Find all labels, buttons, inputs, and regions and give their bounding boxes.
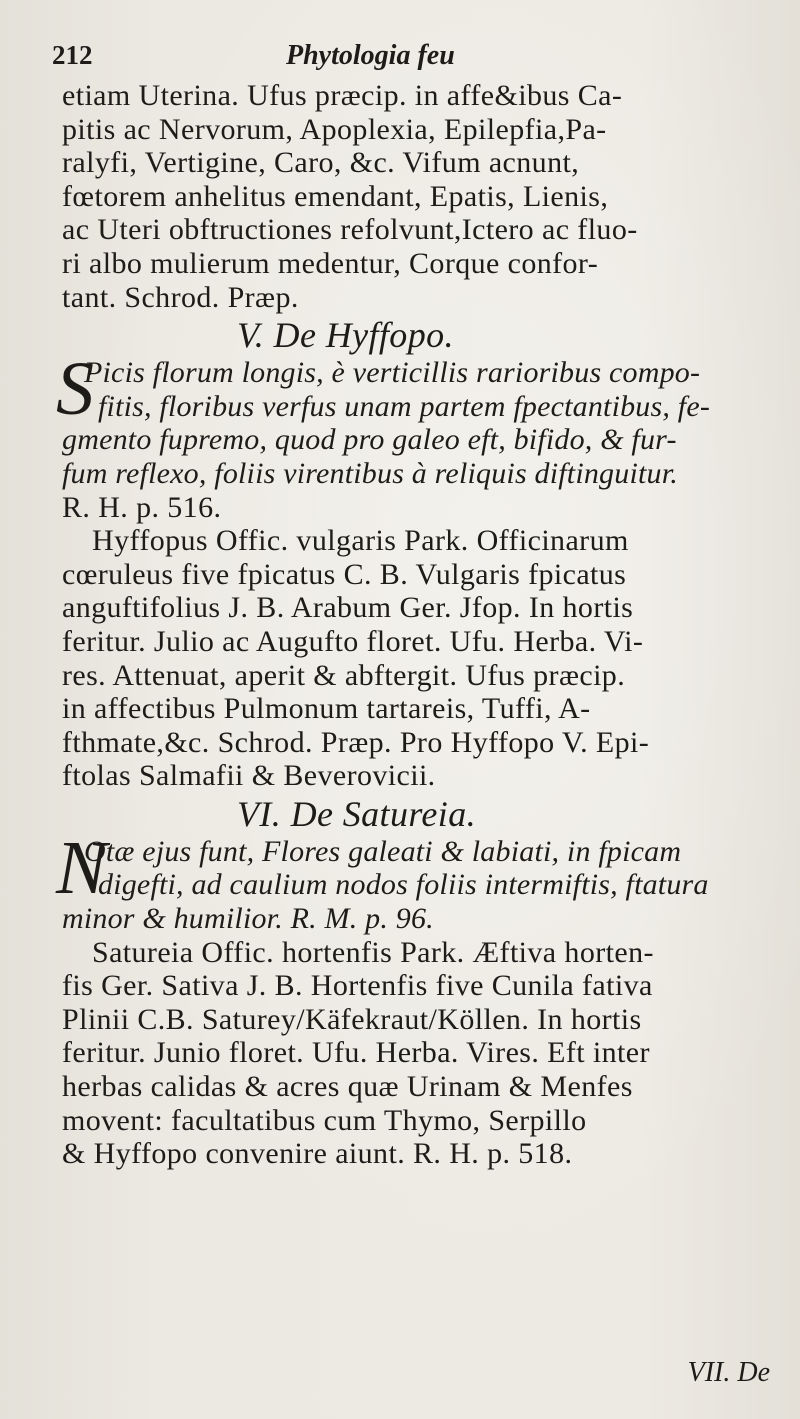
text-line: Picis florum longis, è verticillis rarioribus compo- — [84, 356, 701, 390]
text-line: ri albo mulierum medentur, Corque confor- — [62, 246, 599, 280]
text-line: fthmate,&c. Schrod. Præp. Pro Hyffopo V. Epi- — [62, 725, 650, 759]
drop-cap: N — [56, 825, 107, 910]
catchword: VII. De — [687, 1357, 770, 1388]
text-line: feritur. Julio ac Augufto floret. Ufu. Herba. Vi- — [62, 624, 644, 658]
text-line: R. H. p. 516. — [62, 490, 222, 524]
section-heading-hyssop: V. De Hyffopo. — [237, 315, 454, 356]
text-line: gmento fupremo, quod pro galeo eft, bifido, & fur- — [62, 423, 677, 457]
text-line: Plinii C.B. Saturey/Käfekraut/Köllen. In hortis — [62, 1002, 642, 1036]
text-line: herbas calidas & acres quæ Urinam & Menfes — [62, 1070, 633, 1104]
text-line: Hyffopus Offic. vulgaris Park. Officinarum — [92, 524, 629, 558]
text-line: feritur. Junio floret. Ufu. Herba. Vires. Eft inter — [62, 1036, 650, 1070]
text-line: ftolas Salmafii & Beverovicii. — [62, 759, 436, 793]
text-line: in affectibus Pulmonum tartareis, Tuffi, A- — [62, 692, 591, 726]
page-number: 212 — [52, 40, 93, 70]
drop-cap: S — [56, 347, 94, 432]
page-header — [52, 40, 772, 80]
text-line: digefti, ad caulium nodos foliis intermiftis, ftatura — [98, 868, 709, 902]
text-line: tant. Schrod. Præp. — [62, 280, 299, 314]
text-line: minor & humilior. R. M. p. 96. — [62, 902, 434, 936]
text-line: ac Uteri obftructiones refolvunt,Ictero ac fluo- — [62, 213, 638, 247]
text-line: fis Ger. Sativa J. B. Hortenfis five Cunila fativa — [62, 969, 653, 1003]
section-hyssop-description — [56, 347, 782, 524]
text-line: cœruleus five fpicatus C. B. Vulgaris fpicatus — [62, 557, 627, 591]
text-line: movent: facultatibus cum Thymo, Serpillo — [62, 1103, 587, 1137]
text-line: & Hyffopo convenire aiunt. R. H. p. 518. — [62, 1137, 573, 1171]
text-line: pitis ac Nervorum, Apoplexia, Epilepfia,Pa- — [62, 112, 607, 146]
text-line: etiam Uterina. Ufus præcip. in affe&ibus Ca- — [62, 79, 623, 112]
text-line: fœtorem anhelitus emendant, Epatis, Lienis, — [62, 179, 609, 213]
text-line: Satureia Offic. hortenfis Park. Æftiva horten- — [92, 935, 654, 969]
text-line: Otæ ejus funt, Flores galeati & labiati, in fpicam — [84, 834, 682, 868]
text-line: fitis, floribus verfus unam partem fpectantibus, fe- — [98, 389, 711, 423]
running-head: Phytologia feu — [286, 40, 455, 71]
text-line: res. Attenuat, aperit & abftergit. Ufus præcip. — [62, 658, 626, 692]
text-line: ralyfi, Vertigine, Caro, &c. Vifum acnunt, — [62, 146, 580, 180]
section-heading-satureia: VI. De Satureia. — [237, 793, 477, 834]
text-line: fum reflexo, foliis virentibus à reliquis diftinguitur. — [62, 456, 678, 490]
text-line: anguftifolius J. B. Arabum Ger. Jfop. In hortis — [62, 591, 634, 625]
section-satureia-description — [56, 825, 782, 936]
body-text — [56, 79, 782, 1171]
